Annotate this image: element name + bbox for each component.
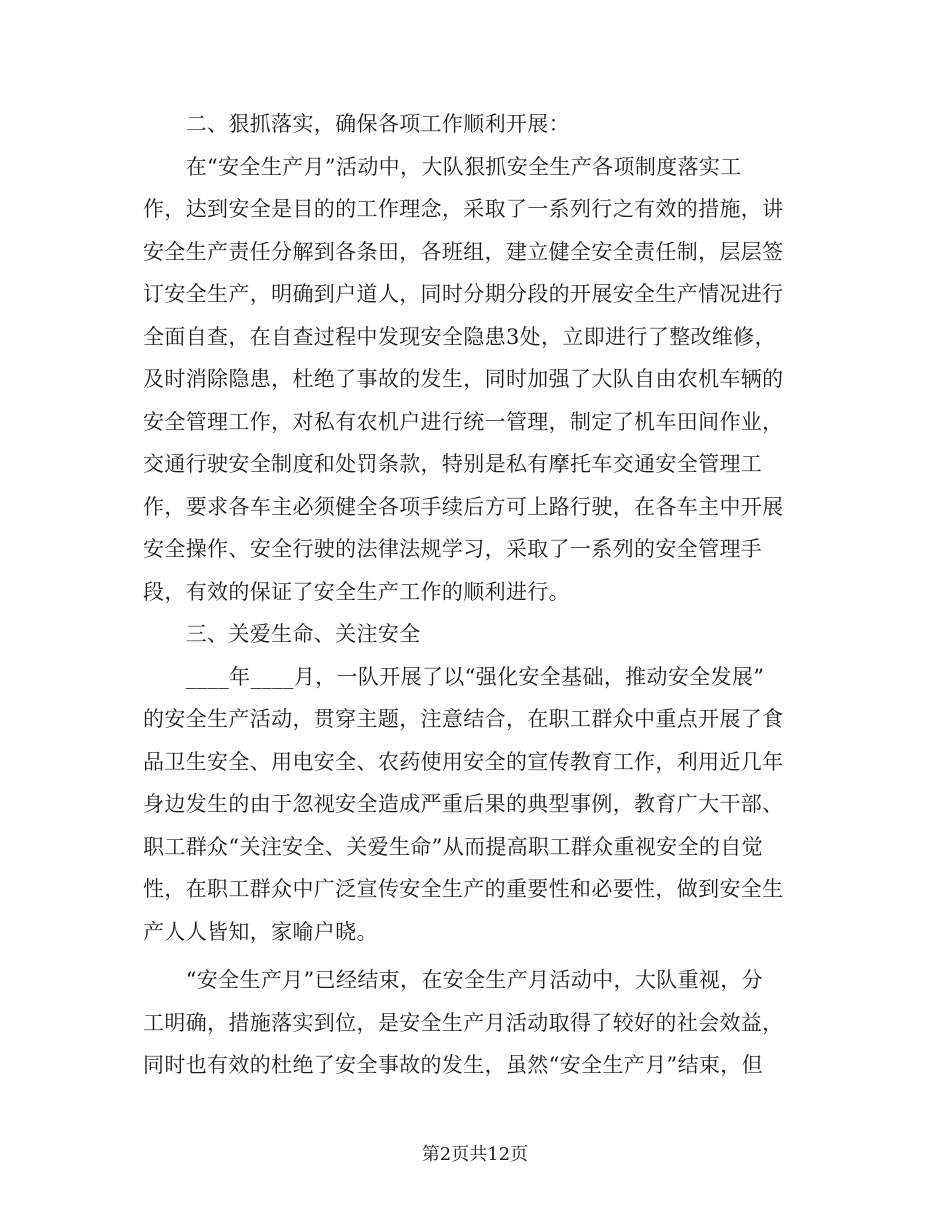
text-line: 产人人皆知，家喻户晓。 (143, 919, 378, 944)
text-line: 在“安全生产月”活动中，大队狠抓安全生产各项制度落实工 (143, 154, 742, 179)
text-line: 安全操作、安全行驶的法律法规学习，采取了一系列的安全管理手 (143, 537, 763, 561)
text-line: 段，有效的保证了安全生产工作的顺利进行。 (143, 579, 570, 604)
text-line: “安全生产月”已经结束，在安全生产月活动中，大队重视，分 (143, 968, 763, 992)
text-line: 交通行驶安全制度和处罚条款，特别是私有摩托车交通安全管理工 (143, 452, 763, 476)
document-body (143, 103, 798, 1087)
text-line: 安全生产责任分解到各条田，各班组，建立健全安全责任制，层层签 (143, 239, 784, 264)
text-line: 作，达到安全是目的的工作理念，采取了一系列行之有效的措施，讲 (143, 197, 784, 221)
text-line: 工明确，措施落实到位，是安全生产月活动取得了较好的社会效益， (143, 1010, 784, 1035)
text-line: 职工群众“关注安全、关爱生命”从而提高职工群众重视安全的自觉 (143, 834, 763, 859)
text-line: 身边发生的由于忽视安全造成严重后果的典型事例，教育广大干部、 (143, 792, 784, 816)
section-heading: 三、关爱生命、关注安全 (143, 622, 421, 646)
text-line: ____年____月，一队开展了以“强化安全基础，推动安全发展” (143, 664, 765, 689)
text-line: 的安全生产活动，贯穿主题，注意结合，在职工群众中重点开展了食 (143, 707, 784, 731)
page-number: 第2页共12页 (421, 1144, 529, 1165)
text-line: 全面自查，在自查过程中发现安全隐患3处，立即进行了整改维修， (143, 324, 776, 349)
text-line: 订安全生产，明确到户道人，同时分期分段的开展安全生产情况进行 (143, 282, 784, 306)
text-line: 性，在职工群众中广泛宣传安全生产的重要性和必要性，做到安全生 (143, 877, 784, 901)
text-line: 品卫生安全、用电安全、农药使用安全的宣传教育工作，利用近几年 (143, 749, 784, 774)
text-line: 作，要求各车主必须健全各项手续后方可上路行驶，在各车主中开展 (143, 494, 784, 519)
text-line: 二、狠抓落实，确保各项工作顺利开展： (143, 112, 570, 136)
text-line: 安全管理工作，对私有农机户进行统一管理，制定了机车田间作业， (143, 409, 784, 434)
text-line: 同时也有效的杜绝了安全事故的发生，虽然“安全生产月”结束，但 (143, 1053, 763, 1077)
text-line: 及时消除隐患，杜绝了事故的发生，同时加强了大队自由农机车辆的 (143, 367, 784, 391)
